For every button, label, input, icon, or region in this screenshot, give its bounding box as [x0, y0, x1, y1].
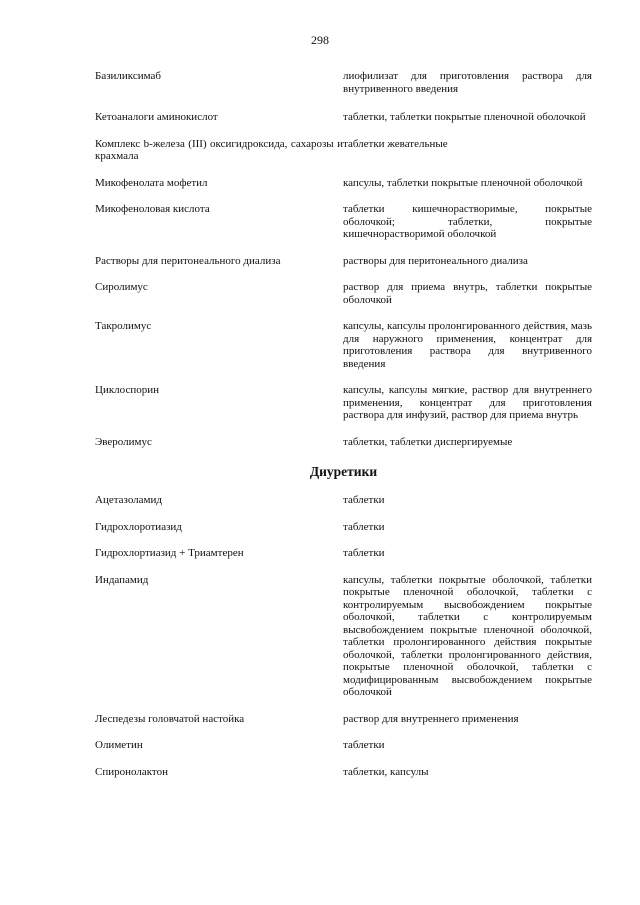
- dosage-form: растворы для перитонеального диализа: [343, 254, 528, 267]
- dosage-form: таблетки, таблетки покрытые пленочной оболочкой: [343, 111, 586, 123]
- drug-name: Кетоаналоги аминокислот: [95, 111, 218, 123]
- table-row: [95, 177, 592, 190]
- drug-name: Леспедезы головчатой настойка: [95, 712, 245, 725]
- dosage-form: таблетки: [343, 520, 385, 533]
- table-row: [95, 111, 592, 124]
- table-row: [95, 320, 592, 370]
- drug-name: Ацетазоламид: [95, 494, 162, 506]
- table-row: [95, 547, 592, 560]
- dosage-form: капсулы, таблетки покрытые оболочкой, таблетки покрытые пленочной оболочкой, таблетки с контролируемым высвобождением покрытые оболочкой, таблетки с контролируемым высвобождением покрытые пленочной оболочкой, таблетки пролонгированного действия покрытые оболочкой, таблетки пролонгированного действия, покрытые пленочной оболочкой, таблетки с модифицированным высвобождением покрытые оболочкой: [343, 573, 592, 698]
- table-row: [95, 766, 592, 779]
- table-row: [95, 203, 592, 241]
- table-row: [95, 70, 592, 95]
- dosage-form: таблетки: [343, 547, 385, 559]
- dosage-form: таблетки, таблетки диспергируемые: [343, 435, 513, 448]
- table-row: [95, 384, 592, 422]
- drug-name: Базиликсимаб: [95, 70, 162, 82]
- drug-name: Микофеноловая кислота: [95, 203, 210, 215]
- table-row: [95, 138, 592, 163]
- dosage-form: капсулы, капсулы пролонгированного действия, мазь для наружного применения, концентрат для приготовления раствора для внутривенного введения: [343, 320, 592, 370]
- dosage-form: лиофилизат для приготовления раствора для внутривенного введения: [343, 70, 592, 95]
- dosage-form: таблетки, капсулы: [343, 765, 429, 778]
- drug-name: Эверолимус: [95, 435, 152, 448]
- drug-name: Растворы для перитонеального диализа: [95, 254, 281, 267]
- drug-name: Олиметин: [95, 739, 143, 751]
- drug-name: Гидрохлортиазид + Триамтерен: [95, 547, 244, 559]
- drug-name: Такролимус: [95, 320, 152, 332]
- drug-name: Индапамид: [95, 573, 149, 586]
- dosage-form: таблетки кишечнорастворимые, покрытые оболочкой; таблетки, покрытые кишечнорастворимой оболочкой: [343, 203, 592, 240]
- drug-table: [95, 70, 592, 778]
- table-row: [95, 713, 592, 726]
- dosage-form: капсулы, таблетки покрытые пленочной оболочкой: [343, 176, 583, 189]
- page-number: 298: [311, 33, 329, 47]
- table-row: [95, 255, 592, 268]
- table-row: [95, 494, 592, 507]
- drug-name: Сиролимус: [95, 281, 148, 293]
- table-row: [95, 521, 592, 534]
- drug-name: Гидрохлоротиазид: [95, 520, 182, 533]
- drug-name: Комплекс b-железа (III) оксигидроксида, сахарозы и крахмала: [95, 137, 343, 162]
- table-row: [95, 281, 592, 306]
- dosage-form: раствор для приема внутрь, таблетки покрытые оболочкой: [343, 281, 592, 306]
- dosage-form: таблетки: [343, 739, 385, 751]
- section-heading: Диуретики: [309, 464, 378, 479]
- dosage-form: таблетки жевательные: [343, 137, 448, 150]
- dosage-form: таблетки: [343, 494, 385, 506]
- drug-name: Спиронолактон: [95, 765, 168, 778]
- dosage-form: раствор для внутреннего применения: [343, 712, 519, 725]
- drug-name: Микофенолата мофетил: [95, 176, 208, 189]
- drug-name: Циклоспорин: [95, 384, 159, 396]
- table-row: [95, 574, 592, 699]
- table-row: [95, 436, 592, 449]
- dosage-form: капсулы, капсулы мягкие, раствор для внутреннего применения, концентрат для приготовления раствора для инфузий, раствор для приема внутрь: [343, 384, 592, 421]
- table-row: [95, 739, 592, 752]
